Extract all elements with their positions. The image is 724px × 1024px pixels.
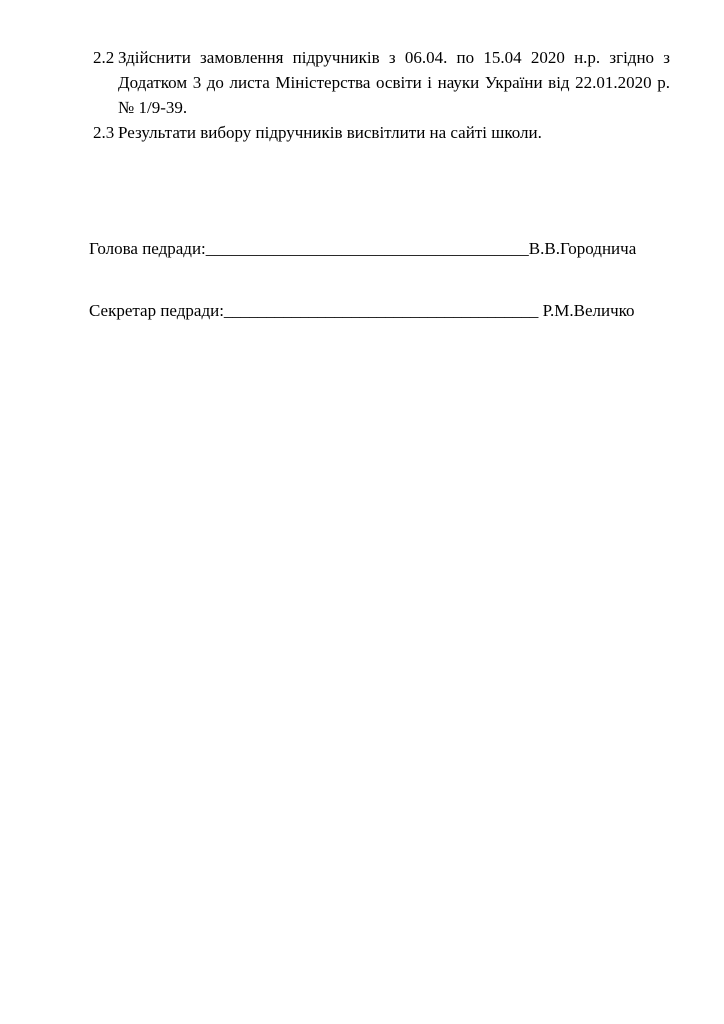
paragraph-line: Додатком 3 до листа Міністерства освіти і науки України від 22.01.2020 р. [118,73,670,92]
paragraph-list [0,45,724,145]
signature-row-secretary [89,298,635,323]
signature-label: Секретар педради: [89,301,224,320]
signature-row-head [89,236,636,261]
paragraph-line: Результати вибору підручників висвітлити на сайті школи. [118,123,542,142]
paragraph-number: 2.3 [93,123,115,142]
signature-underline: _____________________________________ [223,301,539,320]
signature-name: Р.М.Величко [538,301,635,320]
signature-label: Голова педради: [89,239,206,258]
paragraph-line: Здійснити замовлення підручників з 06.04. по 15.04 2020 н.р. згідно з [118,48,670,67]
paragraph-number: 2.2 [93,48,115,67]
signature-underline: ______________________________________ [205,239,529,258]
paragraph-2-3 [93,120,670,145]
signature-name: В.В.Городнича [528,239,637,258]
paragraph-line: № 1/9-39. [118,98,188,117]
paragraph-2-2 [93,45,670,120]
